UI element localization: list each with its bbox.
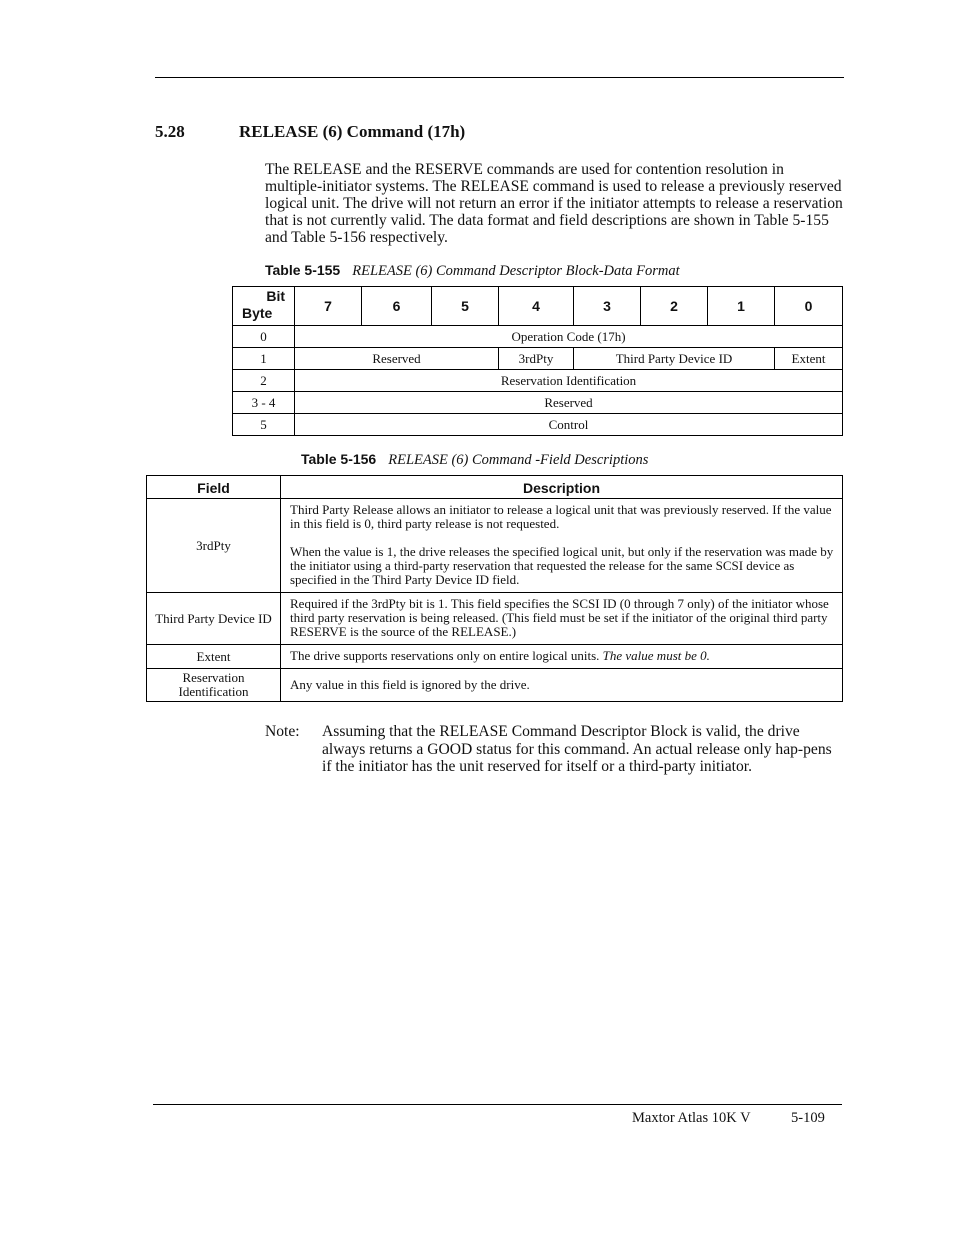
table-156-title: RELEASE (6) Command -Field Descriptions: [388, 452, 649, 468]
reservation-identification-cell: Reservation Identification: [295, 370, 843, 392]
cdb-row-byte-5: [233, 414, 843, 436]
bit-byte-header: [233, 287, 295, 326]
bit-7-header: 7: [295, 287, 362, 326]
bit-label: Bit: [266, 288, 285, 304]
byte-number: 0: [233, 326, 295, 348]
field-name: Third Party Device ID: [147, 593, 281, 645]
operation-code-cell: Operation Code (17h): [295, 326, 843, 348]
cdb-row-byte-2: [233, 370, 843, 392]
field-column-header: Field: [147, 476, 281, 499]
description-text: The drive supports reservations only on entire logical units.: [290, 648, 603, 663]
description-paragraph: [290, 649, 834, 663]
bit-1-header: 1: [708, 287, 775, 326]
byte-number: 2: [233, 370, 295, 392]
note-block: [265, 723, 843, 776]
field-name: Extent: [147, 645, 281, 669]
table-156-label: Table 5-156: [301, 451, 377, 467]
fd-row-3rdpty: [147, 499, 843, 593]
header-rule: [155, 77, 844, 78]
section-heading: [155, 122, 465, 142]
bit-6-header: 6: [362, 287, 432, 326]
fd-row-reservation-identification: [147, 669, 843, 702]
cdb-row-byte-3-4: [233, 392, 843, 414]
field-description: [281, 499, 843, 593]
footer-product-name: Maxtor Atlas 10K V: [632, 1110, 751, 1126]
footer-page-number: 5-109: [791, 1110, 825, 1126]
field-description: [281, 669, 843, 702]
bit-2-header: 2: [641, 287, 708, 326]
field-descriptions-table: [146, 475, 843, 702]
bit-3-header: 3: [574, 287, 641, 326]
byte-number: 1: [233, 348, 295, 370]
byte-label: Byte: [242, 305, 273, 321]
description-italic-text: The value must be 0.: [602, 648, 710, 663]
description-paragraph: When the value is 1, the drive releases the specified logical unit, but only if the reservation was made by the initiator using a third-party reservation that requested the release for the same SCSI device as specified in the Third Party Device ID field.: [290, 544, 834, 587]
extent-cell: Extent: [775, 348, 843, 370]
third-party-device-id-cell: Third Party Device ID: [574, 348, 775, 370]
byte-number: 5: [233, 414, 295, 436]
table-155-title: RELEASE (6) Command Descriptor Block-Data Format: [352, 263, 680, 279]
note-text: Assuming that the RELEASE Command Descriptor Block is valid, the drive always returns a GOOD status for this command. An actual release only hap-pens if the initiator has the unit reserved for itself or a third-party initiator.: [322, 723, 832, 775]
section-number: 5.28: [155, 122, 185, 141]
cdb-table: [232, 286, 843, 436]
intro-paragraph: The RELEASE and the RESERVE commands are used for contention resolution in multiple-initiator systems. The RELEASE command is used to release a previously reserved logical unit. The drive will not return an error if the initiator attempts to release a reservation that is not currently valid. The data format and field descriptions are shown in Table 5-155 and Table 5-156 respectively.: [265, 161, 843, 246]
field-description: [281, 645, 843, 669]
bit-5-header: 5: [432, 287, 499, 326]
bit-0-header: 0: [775, 287, 843, 326]
cdb-header-row: [233, 287, 843, 326]
field-name: 3rdPty: [147, 499, 281, 593]
fd-header-row: [147, 476, 843, 499]
fd-row-extent: [147, 645, 843, 669]
table-155-label: Table 5-155: [265, 262, 341, 278]
bit-4-header: 4: [499, 287, 574, 326]
reserved-bytes-cell: Reserved: [295, 392, 843, 414]
control-cell: Control: [295, 414, 843, 436]
table-156-caption: [301, 451, 648, 469]
byte-number: 3 - 4: [233, 392, 295, 414]
reserved-bits-cell: Reserved: [295, 348, 499, 370]
description-paragraph: Third Party Release allows an initiator to release a logical unit that was previously reserved. If the value in this field is 0, third party release is not requested.: [290, 502, 832, 531]
table-155-caption: [265, 262, 680, 280]
footer-rule: [153, 1104, 842, 1105]
field-description: [281, 593, 843, 645]
3rdpty-cell: 3rdPty: [499, 348, 574, 370]
field-name: Reservation Identification: [147, 669, 281, 702]
cdb-row-byte-1: [233, 348, 843, 370]
description-paragraph: Any value in this field is ignored by the drive.: [290, 676, 530, 692]
fd-row-third-party-device-id: [147, 593, 843, 645]
description-column-header: Description: [281, 476, 843, 499]
section-title: RELEASE (6) Command (17h): [239, 122, 466, 141]
description-paragraph: Required if the 3rdPty bit is 1. This field specifies the SCSI ID (0 through 7 only) of the initiator whose third party reservation is being released. (This field must be set if the initiator of the original third party RESERVE is the source of the RELEASE.): [290, 596, 829, 639]
note-label: Note:: [265, 723, 300, 740]
cdb-row-byte-0: [233, 326, 843, 348]
